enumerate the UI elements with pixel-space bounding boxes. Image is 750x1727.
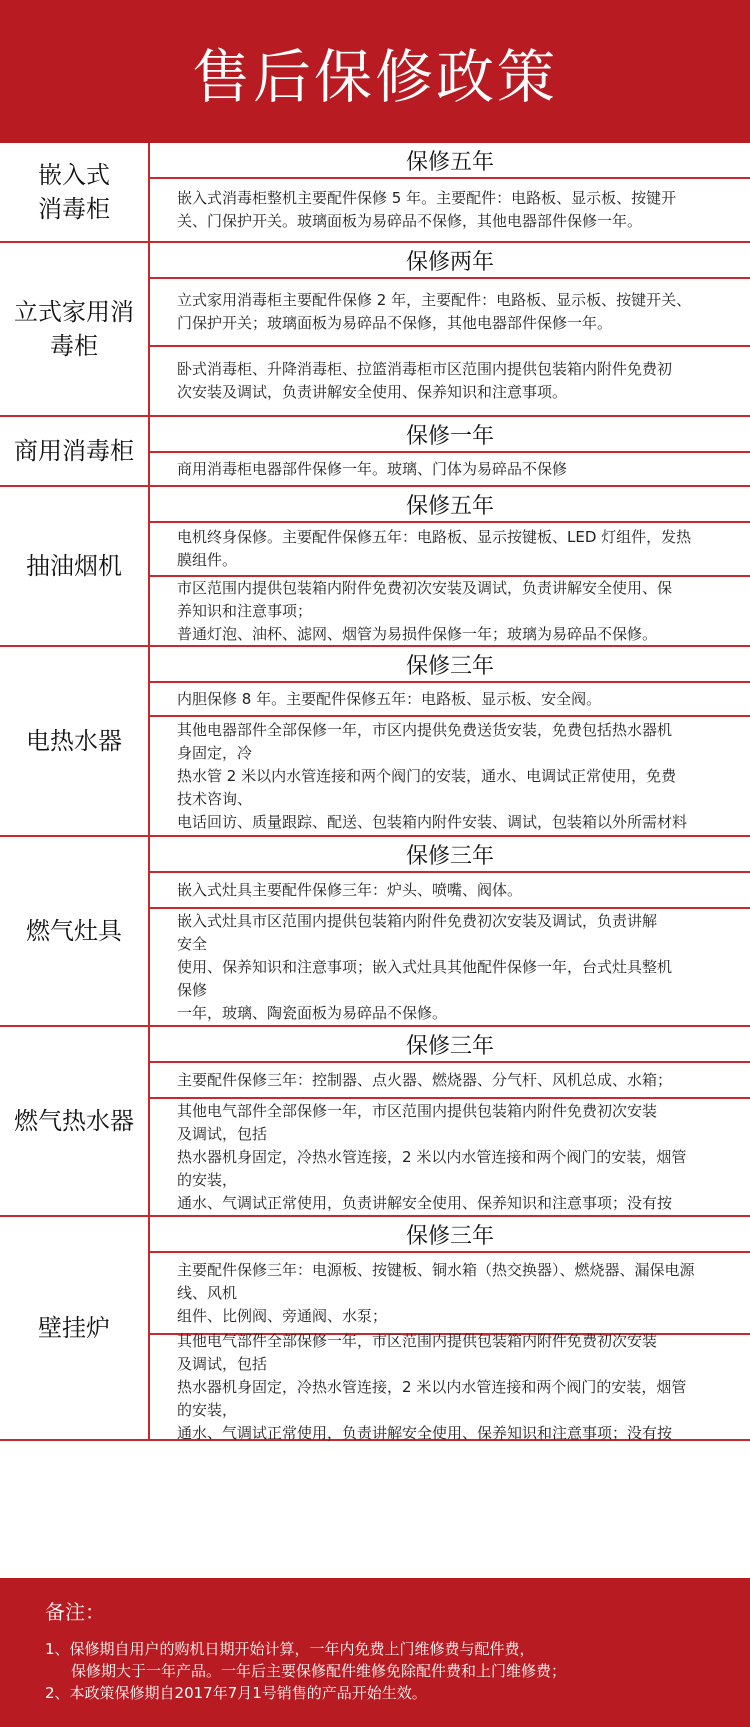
description-line: 热水器机身固定，冷热水管连接，2 米以内水管连接和两个阀门的安装，烟管	[177, 1377, 687, 1396]
page-title: 售后保修政策	[191, 42, 558, 111]
policy-description	[150, 1253, 750, 1335]
description-line: 的安装，	[177, 1400, 238, 1419]
policy-group	[0, 417, 750, 487]
description-line: 嵌入式灶具市区范围内提供包装箱内附件免费初次安装及调试，负责讲解	[177, 911, 658, 930]
description-line: 主要配件保修三年：控制器、点火器、燃烧器、分气杆、风机总成、水箱；	[177, 1070, 673, 1089]
description-line: 嵌入式消毒柜整机主要配件保修 5 年。主要配件：电路板、显示板、按键开	[177, 189, 677, 207]
policy-cells	[150, 647, 750, 835]
description-line: 通水、气调试正常使用，负责讲解安全使用、保养知识和注意事项；没有按	[177, 1423, 673, 1442]
description-line: 的安装，	[177, 1170, 238, 1189]
description-line: 组件、比例阀、旁通阀、水泵；	[177, 1306, 388, 1325]
warranty-period: 保修五年	[150, 487, 750, 523]
warranty-period: 保修两年	[150, 243, 750, 279]
policy-description	[150, 873, 750, 909]
description-line: 普通灯泡、油杯、滤网、烟管为易损件保修一年；玻璃为易碎品不保修。	[177, 624, 658, 643]
description-line: 市区范围内提供包装箱内附件免费初次安装及调试，负责讲解安全使用、保	[177, 578, 673, 597]
policy-description	[150, 683, 750, 717]
description-line: 身固定，冷	[177, 743, 253, 762]
warranty-period: 保修三年	[150, 837, 750, 873]
policy-cells	[150, 1217, 750, 1442]
warranty-period: 保修一年	[150, 417, 750, 453]
category-label: 燃气灶具	[0, 837, 150, 1025]
policy-cells	[150, 1027, 750, 1215]
description-line: 卧式消毒柜、升降消毒柜、拉篮消毒柜市区范围内提供包装箱内附件免费初	[177, 360, 673, 378]
policy-cells	[150, 143, 750, 241]
policy-group	[0, 243, 750, 417]
policy-description	[150, 279, 750, 347]
description-line: 电话回访、质量跟踪、配送、包装箱内附件安装、调试，包装箱以外所需材料	[177, 812, 688, 831]
policy-description	[150, 523, 750, 577]
policy-description	[150, 453, 750, 485]
policy-description	[150, 179, 750, 241]
description-line: 保修	[177, 980, 208, 999]
description-line: 热水器机身固定，冷热水管连接，2 米以内水管连接和两个阀门的安装，烟管	[177, 1147, 687, 1166]
description-line: 技术咨询、	[177, 789, 253, 808]
description-line: 次安装及调试，负责讲解安全使用、保养知识和注意事项。	[177, 383, 568, 401]
notes-footer	[0, 1578, 750, 1727]
description-line: 通水、气调试正常使用，负责讲解安全使用、保养知识和注意事项；没有按	[177, 1193, 673, 1212]
policy-group	[0, 1217, 750, 1441]
category-label: 壁挂炉	[0, 1217, 150, 1439]
description-line: 使用、保养知识和注意事项；嵌入式灶具其他配件保修一年，台式灶具整机	[177, 957, 673, 976]
warranty-period: 保修五年	[150, 143, 750, 179]
description-line: 立式家用消毒柜主要配件保修 2 年，主要配件：电路板、显示板、按键开关、	[177, 291, 692, 309]
warranty-period: 保修三年	[150, 1027, 750, 1063]
policy-description	[150, 909, 750, 1025]
description-line: 及调试，包括	[177, 1354, 268, 1373]
description-line: 安全	[177, 934, 208, 953]
policy-description	[150, 717, 750, 835]
policy-table	[0, 143, 750, 1441]
description-line: 其他电气部件全部保修一年，市区范围内提供包装箱内附件免费初次安装	[177, 1331, 658, 1350]
header-banner	[0, 0, 750, 143]
note-line-3: 2、本政策保修期自2017年7月1号销售的产品开始生效。	[45, 1684, 427, 1702]
warranty-period: 保修三年	[150, 647, 750, 683]
description-line: 主要配件保修三年：电源板、按键板、铜水箱（热交换器）、燃烧器、漏保电源	[177, 1260, 695, 1279]
policy-cells	[150, 417, 750, 485]
category-label: 抽油烟机	[0, 487, 150, 645]
policy-group	[0, 143, 750, 243]
policy-group	[0, 647, 750, 837]
description-line: 其他电器部件全部保修一年，市区内提供免费送货安装，免费包括热水器机	[177, 720, 673, 739]
description-line: 其他电气部件全部保修一年，市区范围内提供包装箱内附件免费初次安装	[177, 1101, 658, 1120]
policy-cells	[150, 243, 750, 415]
description-line: 膜组件。	[177, 551, 238, 569]
note-line-2: 保修期大于一年产品。一年后主要保修配件维修免除配件费和上门维修费；	[71, 1662, 567, 1680]
policy-description	[150, 1099, 750, 1215]
description-line: 嵌入式灶具主要配件保修三年：炉头、喷嘴、阀体。	[177, 880, 523, 899]
note-line-1: 1、保修期自用户的购机日期开始计算，一年内免费上门维修费与配件费，	[45, 1640, 535, 1658]
category-label: 商用消毒柜	[0, 417, 150, 485]
category-label: 立式家用消 毒柜	[0, 243, 150, 415]
description-line: 一年，玻璃、陶瓷面板为易碎品不保修。	[177, 1003, 448, 1022]
policy-group	[0, 837, 750, 1027]
description-line: 及调试，包括	[177, 1124, 268, 1143]
description-line: 电机终身保修。主要配件保修五年：电路板、显示按键板、LED 灯组件，发热	[177, 528, 692, 546]
policy-description	[150, 1063, 750, 1099]
description-line: 内胆保修 8 年。主要配件保修五年：电路板、显示板、安全阀。	[177, 689, 602, 708]
policy-cells	[150, 837, 750, 1025]
policy-group	[0, 1027, 750, 1217]
policy-description	[150, 1331, 750, 1442]
warranty-period: 保修三年	[150, 1217, 750, 1253]
policy-cells	[150, 487, 750, 645]
description-line: 养知识和注意事项；	[177, 601, 313, 620]
description-line: 商用消毒柜电器部件保修一年。玻璃、门体为易碎品不保修	[177, 459, 568, 478]
policy-description	[150, 577, 750, 645]
description-line: 门保护开关；玻璃面板为易碎品不保修，其他电器部件保修一年。	[177, 314, 613, 332]
category-label: 电热水器	[0, 647, 150, 835]
category-label: 燃气热水器	[0, 1027, 150, 1215]
policy-description	[150, 347, 750, 415]
policy-group	[0, 487, 750, 647]
description-line: 线、风机	[177, 1283, 238, 1302]
description-line: 关、门保护开关。玻璃面板为易碎品不保修，其他电器部件保修一年。	[177, 212, 643, 230]
category-label: 嵌入式 消毒柜	[0, 143, 150, 241]
description-line: 热水管 2 米以内水管连接和两个阀门的安装，通水、电调试正常使用，免费	[177, 766, 677, 785]
notes-title: 备注：	[45, 1600, 105, 1624]
